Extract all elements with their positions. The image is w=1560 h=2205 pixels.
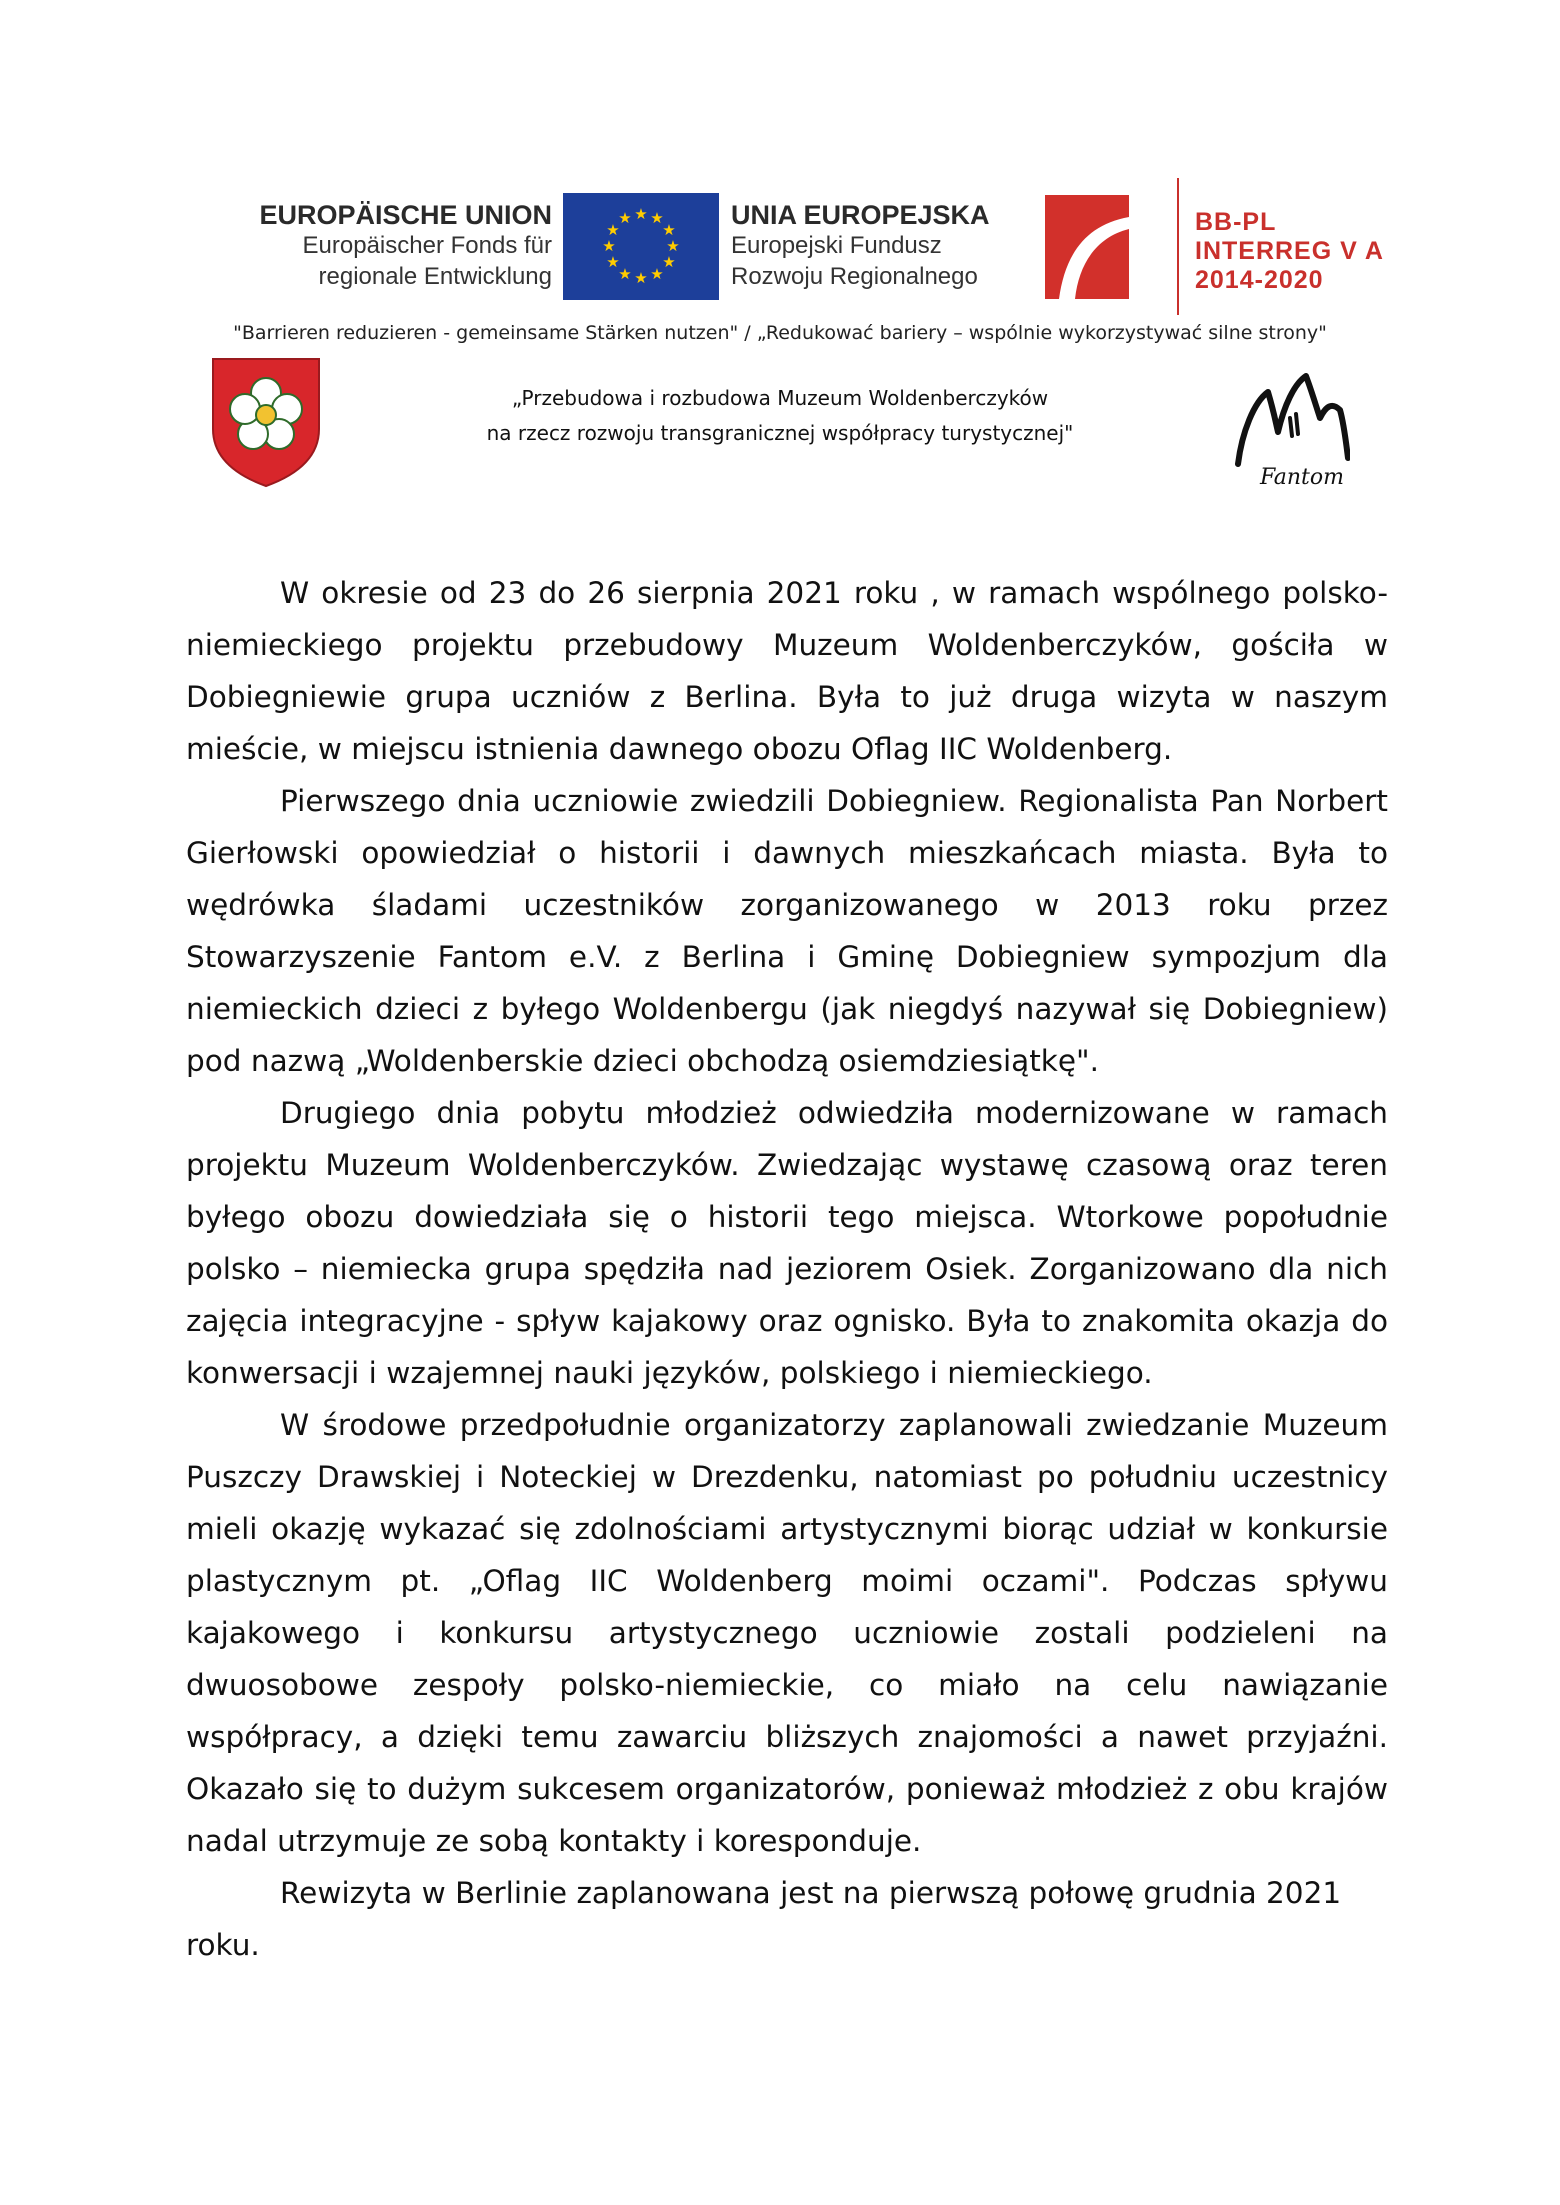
motto-line: "Barrieren reduzieren - gemeinsame Stärken nutzen" / „Redukować bariery – wspólnie wykorzystywać silne strony": [233, 322, 1327, 344]
project-title-line1: „Przebudowa i rozbudowa Muzeum Woldenberczyków: [511, 386, 1049, 410]
interreg-line1: BB-PL: [1195, 208, 1277, 236]
svg-text:★: ★: [606, 221, 620, 239]
eu-pl-subtitle-line1: Europejski Fundusz: [731, 232, 942, 259]
eu-de-subtitle-line1: Europäischer Fonds für: [302, 232, 552, 259]
svg-text:★: ★: [666, 237, 680, 255]
fantom-logo-icon: [1232, 362, 1350, 490]
svg-text:★: ★: [618, 209, 632, 227]
paragraph-2: Pierwszego dnia uczniowie zwiedzili Dobiegniew. Regionalista Pan Norbert Gierłowski opowiedział o historii i dawnych mieszkańcach miasta. Była to wędrówka śladami uczestników zorganizowanego w 2013 roku przez Stowarzyszenie Fantom e.V. z Berlina i Gminę Dobiegniew sympozjum dla niemieckich dzieci z byłego Woldenbergu (jak niegdyś nazywał się Dobiegniew) pod nazwą „Woldenberskie dzieci obchodzą osiemdziesiątkę".: [186, 784, 1388, 1078]
paragraph-5: Rewizyta w Berlinie zaplanowana jest na pierwszą połowę grudnia 2021 roku.: [186, 1876, 1342, 1962]
eu-pl-subtitle-line2: Rozwoju Regionalnego: [731, 263, 978, 290]
interreg-line2: INTERREG V A: [1195, 237, 1384, 265]
eu-de-subtitle-line2: regionale Entwicklung: [318, 263, 552, 290]
project-title-line2: na rzecz rozwoju transgranicznej współpracy turystycznej": [486, 421, 1074, 445]
svg-text:★: ★: [650, 209, 664, 227]
paragraph-1: W okresie od 23 do 26 sierpnia 2021 roku , w ramach wspólnego polsko-niemieckiego projektu przebudowy Muzeum Woldenberczyków, gościła w Dobiegniewie grupa uczniów z Berlina. Była to już druga wizyta w naszym mieście, w miejscu istnienia dawnego obozu Oflag IIC Woldenberg.: [186, 576, 1388, 766]
svg-text:★: ★: [662, 221, 676, 239]
eu-flag-icon: [563, 193, 719, 300]
svg-text:★: ★: [606, 253, 620, 271]
svg-text:Fantom: Fantom: [1259, 465, 1345, 490]
paragraph-3: Drugiego dnia pobytu młodzież odwiedziła modernizowane w ramach projektu Muzeum Woldenberczyków. Zwiedzając wystawę czasową oraz teren byłego obozu dowiedziała się o historii tego miejsca. Wtorkowe popołudnie polsko – niemiecka grupa spędziła nad jeziorem Osiek. Zorganizowano dla nich zajęcia integracyjne - spływ kajakowy oraz ognisko. Była to znakomita okazja do konwersacji i wzajemnej nauki języków, polskiego i niemieckiego.: [186, 1096, 1388, 1390]
svg-text:★: ★: [650, 265, 664, 283]
eu-de-title: EUROPÄISCHE UNION: [259, 200, 552, 230]
interreg-mark-icon: [1045, 195, 1129, 299]
coat-of-arms-icon: [211, 357, 321, 488]
interreg-divider: [1177, 178, 1179, 315]
interreg-line3: 2014-2020: [1195, 266, 1324, 294]
paragraph-4: W środowe przedpołudnie organizatorzy zaplanowali zwiedzanie Muzeum Puszczy Drawskiej i Noteckiej w Drezdenku, natomiast po południu uczestnicy mieli okazję wykazać się zdolnościami artystycznymi biorąc udział w konkursie plastycznym pt. „Oflag IIC Woldenberg moimi oczami". Podczas spływu kajakowego i konkursu artystycznego uczniowie zostali podzieleni na dwuosobowe zespoły polsko-niemieckie, co miało na celu nawiązanie współpracy, a dzięki temu zawarciu bliższych znajomości a nawet przyjaźni. Okazało się to dużym sukcesem organizatorów, ponieważ młodzież z obu krajów nadal utrzymuje ze sobą kontakty i koresponduje.: [186, 1408, 1388, 1858]
svg-text:★: ★: [618, 265, 632, 283]
svg-text:★: ★: [634, 205, 648, 223]
svg-text:★: ★: [602, 237, 616, 255]
svg-text:★: ★: [634, 269, 648, 287]
svg-text:★: ★: [662, 253, 676, 271]
eu-pl-title: UNIA EUROPEJSKA: [731, 200, 990, 230]
article-body: [186, 567, 1388, 1971]
